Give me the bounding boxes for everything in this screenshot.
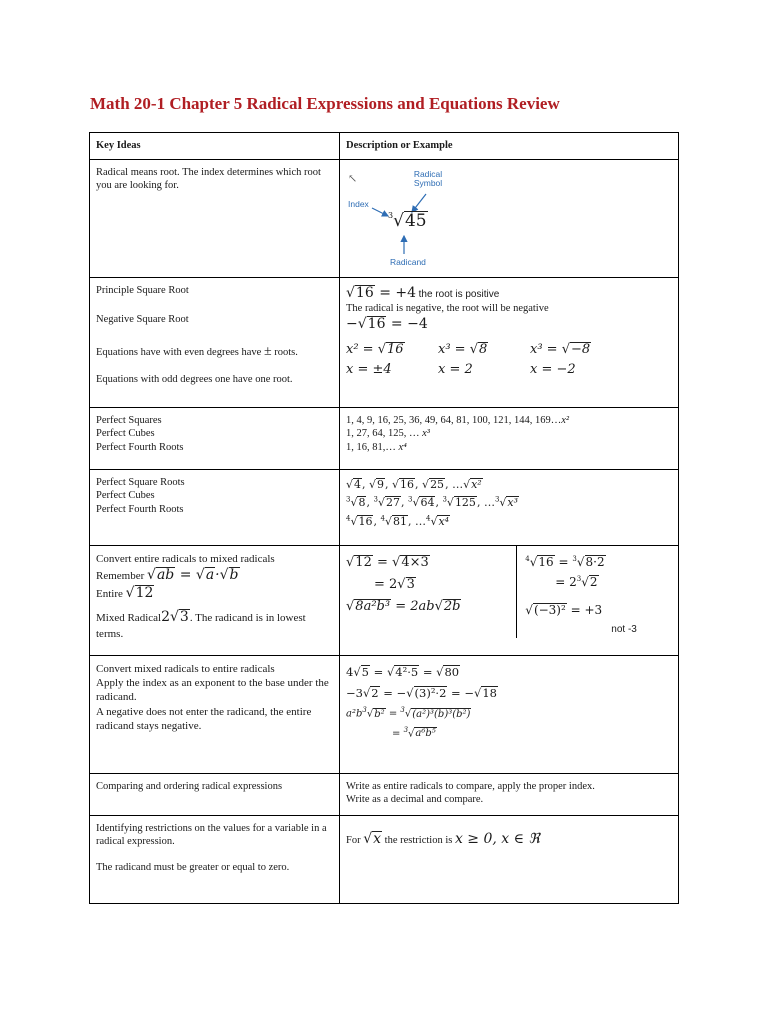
math-term: − <box>346 316 358 333</box>
review-table <box>89 132 679 904</box>
math-term: = 2 <box>555 575 577 590</box>
math-term: x³ = <box>530 341 562 357</box>
math-term: b² <box>374 708 385 720</box>
math-term: Principle Square Root <box>96 284 189 296</box>
math-term: , <box>407 515 415 529</box>
math-term: the restriction is <box>384 834 453 846</box>
math-term: A negative does not enter the radicand, the entire radicand stays negative. <box>96 705 312 732</box>
table-row <box>90 469 679 545</box>
key-cell <box>90 815 340 903</box>
math-term: = <box>372 554 393 570</box>
index-label: Index <box>348 198 369 209</box>
table-row <box>90 159 679 277</box>
math-term: The radicand must be greater or equal to zero. <box>96 861 290 873</box>
math-term: , <box>445 477 453 491</box>
math-term: Perfect Square Roots <box>96 476 185 488</box>
math-term: 1, 16, 81,… <box>346 441 396 453</box>
math-term: b <box>229 566 239 583</box>
math-term: For <box>346 834 361 846</box>
math-term: x⁴ <box>438 515 450 529</box>
table-row <box>90 773 679 815</box>
math-term: Convert entire radicals to mixed radicals <box>96 552 275 565</box>
math-term: = − <box>447 685 474 700</box>
math-term: Perfect Fourth Roots <box>96 441 184 453</box>
math-term: x³ <box>507 496 519 510</box>
key-cell <box>90 773 340 815</box>
cursor-icon: ↖ <box>348 172 358 185</box>
math-term: ab <box>156 566 175 583</box>
math-term: (3)²·2 <box>414 685 447 700</box>
example-cell: 4√5 = √4²·5 = √80 −3√2 = −√(3)²·2 = −√18 $a^2b^3√b^2 = ^3√(a^2)^3(b)^3(b^2)$ = $^3$√a⁶b⁵ <box>340 655 679 773</box>
math-term: a <box>205 566 215 583</box>
key-cell <box>90 469 340 545</box>
page-title: Math 20-1 Chapter 5 Radical Expressions and Equations Review <box>90 94 560 113</box>
math-term: Perfect Squares <box>96 414 162 426</box>
math-term: 3 <box>407 495 413 504</box>
math-term: roots. <box>274 346 298 358</box>
key-cell <box>90 407 340 469</box>
math-term: , <box>366 496 374 510</box>
math-term: , <box>362 477 370 491</box>
math-term: 3 <box>494 495 500 504</box>
key-cell: Convert entire radicals to mixed radicals Remember √ab = √a·√b Entire √12 Mixed Radical2√3. The radicand is in lowest terms. <box>90 545 340 655</box>
math-term: 3 <box>442 495 447 504</box>
math-term: x² <box>471 477 482 491</box>
math-term: 3 <box>179 609 189 626</box>
math-term: = <box>392 728 404 740</box>
math-term: , <box>385 477 393 491</box>
math-term: 8a²b³ <box>355 598 391 614</box>
math-term: 3 <box>388 210 394 220</box>
math-term: −8 <box>571 341 591 357</box>
math-term: Write as entire radicals to compare, apply the proper index. <box>346 780 595 792</box>
key-cell <box>90 277 340 407</box>
math-term: 2 <box>371 685 379 700</box>
math-term: Equations have with even degrees have <box>96 346 262 358</box>
math-term: 81 <box>392 515 407 529</box>
math-term: = −4 <box>386 316 428 333</box>
header-key-ideas: Key Ideas <box>90 133 340 160</box>
math-term: the root is positive <box>418 288 500 300</box>
math-term: ± <box>263 343 272 359</box>
example-cell: √4, √9, √16, √25, …√x² $^3$√8, $^3$√27, $^3$√64, $^3$√125, …$^3$√x³ $^4$√16, $^4$√81, …$^4$√x⁴ <box>340 469 679 545</box>
table-header-row <box>90 133 679 160</box>
math-term: 27 <box>385 496 400 510</box>
math-term: 3 <box>403 726 409 734</box>
cube-root-45: $^3$√45 <box>388 210 427 231</box>
math-term: 2 <box>589 575 598 590</box>
math-term: Perfect Cubes <box>96 428 155 440</box>
equation-grid: x² = √16 x = ±4 x³ = √8 x = 2 x³ = √−8 x = −2 <box>346 341 591 377</box>
key-cell <box>90 655 340 773</box>
radicand-label: Radicand <box>390 256 426 267</box>
math-term: . The radicand is in lowest terms. <box>96 612 306 640</box>
math-term: x = −2 <box>530 361 576 377</box>
math-term: , <box>435 496 443 510</box>
math-term: 16 <box>387 341 404 357</box>
math-term: 1, 4, 9, 16, 25, 36, 49, 64, 81, 100, 121, 144, 169… <box>346 414 562 426</box>
math-term: Negative Square Root <box>96 314 189 326</box>
math-term: 8·2 <box>585 554 605 569</box>
math-term: Convert mixed radicals to entire radicals <box>96 662 275 675</box>
math-term: 16 <box>367 316 386 333</box>
math-term: Entire <box>96 588 123 601</box>
math-term: 9 <box>377 477 385 491</box>
math-term: Equations with odd degrees one have one root. <box>96 374 293 386</box>
math-term: 3 <box>406 576 415 592</box>
math-term: 3 <box>572 554 577 563</box>
table-row <box>90 407 679 469</box>
math-term: x² = <box>346 341 378 357</box>
math-term: 18 <box>482 685 497 700</box>
math-term: 16 <box>400 477 415 491</box>
math-term: 64 <box>420 496 435 510</box>
math-term: Perfect Fourth Roots <box>96 503 184 515</box>
math-term: 12 <box>355 554 372 570</box>
math-term: 80 <box>444 664 460 679</box>
math-term: Comparing and ordering radical expressions <box>96 780 283 792</box>
math-term: = +4 <box>374 284 417 301</box>
math-term: not -3 <box>611 623 637 635</box>
example-cell <box>340 159 679 277</box>
example-cell: √16 = +4 the root is positive The radical is negative, the root will be negative −√16 = −4 x² = √16 x = ±4 x³ = √8 x = 2 x³ = √−8 x = −2 <box>340 277 679 407</box>
math-term: 4 <box>425 514 431 523</box>
math-term: 3 <box>576 575 582 584</box>
math-term: x⁴ <box>398 441 407 453</box>
table-row <box>90 655 679 773</box>
math-term: a²b <box>346 708 363 720</box>
math-term: (−3)² <box>533 603 566 618</box>
math-term: 8 <box>479 341 488 357</box>
example-cell: √12 = √4×3 = 2√3 √8a²b³ = 2ab√2b $^4$√16 = $^3$√8·2 = $2^3√2$ √(−3)² = +3 not -3 <box>340 545 679 655</box>
math-term: 16 <box>538 554 554 569</box>
math-term: 4²·5 <box>395 664 419 679</box>
math-term: 25 <box>430 477 445 491</box>
math-term: 5 <box>361 664 369 679</box>
table-row <box>90 545 679 655</box>
radical-diagram <box>346 166 466 271</box>
math-term: 16 <box>355 284 374 301</box>
math-term: Apply the index as an exponent to the base under the radicand. <box>96 676 329 704</box>
math-term: = <box>175 566 196 583</box>
math-term: = +3 <box>566 603 603 618</box>
math-term: 4 <box>346 664 354 679</box>
math-term: , <box>476 496 484 510</box>
math-term: 2b <box>443 598 461 614</box>
math-term: 4 <box>525 554 530 563</box>
math-term: 1, 27, 64, 125, … <box>346 428 420 440</box>
math-term: = <box>369 664 387 679</box>
table-row <box>90 277 679 407</box>
math-term: x³ <box>422 428 430 440</box>
math-term: 8 <box>358 496 366 510</box>
math-term: , <box>415 477 423 491</box>
math-term: Mixed Radical <box>96 612 162 625</box>
math-term: 45 <box>404 210 427 231</box>
math-term: … <box>414 515 426 529</box>
math-term: , <box>373 515 381 529</box>
math-term: 3 <box>346 495 351 504</box>
math-term: 3 <box>362 706 367 715</box>
math-term: 4 <box>380 514 385 523</box>
math-term: x ≥ 0, x ∈ ℜ <box>454 830 540 847</box>
math-term: Perfect Cubes <box>96 490 155 502</box>
math-term: , <box>400 496 408 510</box>
math-term: = 2 <box>374 576 398 592</box>
header-description: Description or Example <box>340 133 679 160</box>
math-term: 4×3 <box>401 554 429 570</box>
example-cell <box>340 773 679 815</box>
math-term: x = 2 <box>438 361 473 377</box>
math-term: = <box>385 708 401 720</box>
math-term: … <box>452 477 464 491</box>
math-term: Remember <box>96 569 145 582</box>
math-term: −3 <box>346 685 363 700</box>
key-text: Radical means root. The index determines which root you are looking for. <box>96 166 321 192</box>
math-term: x² <box>561 414 570 426</box>
math-term: 12 <box>135 585 154 602</box>
example-cell <box>340 407 679 469</box>
math-term: Identifying restrictions on the values for a variable in a radical expression. <box>96 822 327 848</box>
math-term: = <box>419 664 437 679</box>
radical-symbol-label: Radical Symbol <box>413 168 443 189</box>
math-term: 4 <box>354 477 362 491</box>
math-term: The radical is negative, the root will be negative <box>346 302 549 314</box>
math-term: 3 <box>373 495 378 504</box>
math-term: x = ±4 <box>346 361 392 377</box>
math-term: Write as a decimal and compare. <box>346 794 484 806</box>
math-term: = 2ab <box>391 598 435 614</box>
math-term: (a²)³(b)³(b²) <box>412 708 471 720</box>
math-term: x³ = <box>438 341 470 357</box>
math-term: = <box>554 554 573 569</box>
math-term: 125 <box>454 496 476 510</box>
math-term: 2 <box>161 609 170 626</box>
math-term: = − <box>379 685 407 700</box>
math-term: x <box>373 830 382 847</box>
math-term: … <box>483 496 495 510</box>
math-term: 16 <box>358 515 373 529</box>
math-term: 3 <box>400 706 405 715</box>
example-cell: For √x the restriction is x ≥ 0, x ∈ ℜ <box>340 815 679 903</box>
math-term: 4 <box>346 514 351 523</box>
table-row <box>90 815 679 903</box>
math-term: a⁶b⁵ <box>415 728 436 740</box>
math-term: · <box>215 566 220 583</box>
key-cell <box>90 159 340 277</box>
